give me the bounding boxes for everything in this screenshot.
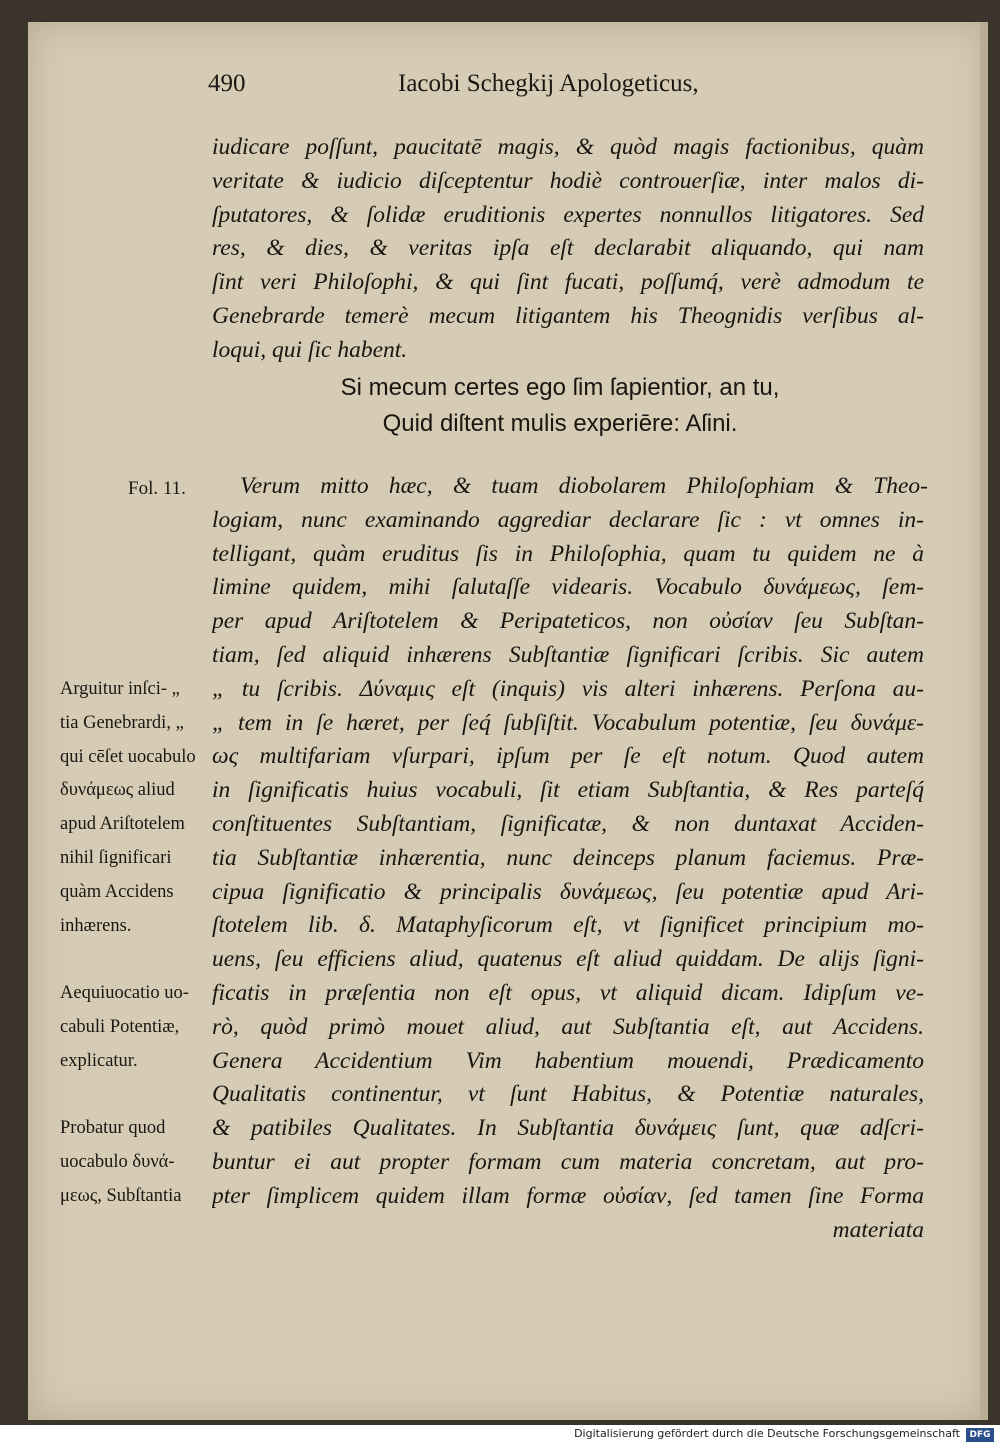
text-line: uens, ſeu efficiens aliud, quatenus eſt aliud quiddam. De alijs ſigni- — [212, 946, 924, 973]
text-line: tia Subſtantiæ inhærentia, nunc deinceps planum faciemus. Præ- — [212, 844, 924, 871]
funding-credit: Digitalisierung gefördert durch die Deutsche Forschungsgemeinschaft — [574, 1427, 960, 1440]
marginal-line: Arguitur inſci- „ — [60, 679, 180, 699]
text-line: cipua ſignificatio & principalis δυνάμεως, ſeu potentiæ apud Ari- — [212, 878, 924, 905]
verse-quotation — [250, 370, 870, 442]
marginal-line: δυνάμεως aliud — [60, 780, 175, 801]
text-line: pter ſimplicem quidem illam formæ οὐσίαν, ſed tamen ſine Forma — [212, 1182, 924, 1209]
marginal-note-3 — [60, 1112, 220, 1213]
text-line: ficatis in præſentia non eſt opus, vt aliquid dicam. Idipſum ve- — [212, 979, 924, 1006]
page-number: 490 — [208, 70, 246, 97]
text-line: logiam, nunc examinando aggrediar declarare ſic : vt omnes in- — [212, 506, 924, 533]
text-line: Verum mitto hæc, & tuam diobolarem Philoſophiam & Theo- — [240, 473, 928, 499]
text-line: ſint veri Philoſophi, & qui ſint fucati, poſſumq́, verè admodum te — [212, 269, 924, 296]
text-line: tiam, ſed aliquid inhærens Subſtantiæ ſignificari ſcribis. Sic autem — [212, 641, 924, 668]
marginal-line: cabuli Potentiæ, — [60, 1016, 180, 1037]
text-line: telligant, quàm eruditus ſis in Philoſophia, quam tu quidem ne à — [212, 540, 924, 567]
text-line: conſtituentes Subſtantiam, ſignificatæ, & non duntaxat Acciden- — [212, 810, 924, 837]
text-line: iudicare poſſunt, paucitatē magis, & quòd magis factionibus, quàm — [212, 134, 924, 160]
text-line: res, & dies, & veritas ipſa eſt declarabit aliquando, qui nam — [212, 235, 924, 262]
marginal-line: Aequiuocatio uo- — [60, 983, 189, 1003]
text-line: „ tem in ſe hæret, per ſeq́ ſubſiſtit. Vocabulum potentiæ, ſeu δυνάμε- — [212, 709, 924, 736]
verse-line: Quid diſtent mulis experiēre: Aſini. — [382, 410, 738, 437]
marginal-line: inhærens. — [60, 915, 132, 936]
text-line: per apud Ariſtotelem & Peripateticos, non οὐσίαν ſeu Subſtan- — [212, 608, 924, 635]
text-line: in ſignificatis huius vocabuli, ſit etiam Subſtantia, & Res parteſq́ — [212, 777, 924, 804]
catchword: materiata — [832, 1216, 924, 1243]
text-line: & patibiles Qualitates. In Subſtantia δυνάμεις ſunt, quæ adſcri- — [212, 1115, 924, 1142]
marginal-line: apud Ariſtotelem — [60, 814, 185, 835]
paragraph-2-body — [212, 504, 924, 1248]
text-line: Qualitatis continentur, vt ſunt Habitus, & Potentiæ naturales, — [212, 1081, 924, 1108]
paragraph-1 — [212, 131, 924, 368]
paragraph-2 — [240, 470, 928, 504]
text-line: veritate & iudicio diſceptentur hodiè controuerſiæ, inter malos di- — [212, 167, 924, 194]
text-line: „ tu ſcribis. Δύναμις eſt (inquis) vis alteri inhærens. Perſona au- — [212, 675, 924, 702]
marginal-line: qui cēſet uocabulo — [60, 746, 196, 767]
marginal-line: explicatur. — [60, 1050, 138, 1071]
verse-line: Si mecum certes ego ſim ſapientior, an tu, — [340, 374, 780, 401]
text-line: buntur ei aut propter formam cum materia concretam, aut pro- — [212, 1148, 924, 1175]
marginal-line: Probatur quod — [60, 1118, 166, 1138]
marginal-line: uocabulo δυνά- — [60, 1151, 175, 1172]
marginal-note-1 — [60, 673, 220, 943]
text-line: ſtotelem lib. δ. Mataphyſicorum eſt, vt ſignificet principium mo- — [212, 912, 924, 939]
text-line: loqui, qui ſic habent. — [212, 336, 408, 363]
page-edge — [980, 22, 988, 1420]
text-line: Genera Accidentium Vim habentium mouendi, Prædicamento — [212, 1047, 924, 1074]
running-head: Iacobi Schegkij Apologeticus, — [398, 70, 699, 97]
marginal-line: tia Genebrardi, „ — [60, 712, 184, 733]
marginal-line: quàm Accidens — [60, 881, 174, 902]
marginal-line: μεως, Subſtantia — [60, 1185, 182, 1206]
text-line: ως multifariam vſurpari, ipſum per ſe eſt notum. Quod autem — [212, 743, 924, 770]
text-line: ſputatores, & ſolidæ eruditionis expertes nonnullos litigatores. Sed — [212, 201, 924, 228]
dfg-logo: DFG — [966, 1428, 994, 1442]
marginal-line: nihil ſignificari — [60, 847, 172, 868]
folio-reference: Fol. 11. — [128, 478, 186, 499]
text-line: limine quidem, mihi ſalutaſſe videaris. Vocabulo δυνάμεως, ſem- — [212, 574, 924, 601]
digitization-footer — [0, 1425, 1000, 1445]
marginal-note-2 — [60, 977, 220, 1078]
text-line: rò, quòd primò mouet aliud, aut Subſtantia eſt, aut Accidens. — [212, 1013, 924, 1040]
text-line: Genebrarde temerè mecum litigantem his Theognidis verſibus al- — [212, 302, 924, 329]
